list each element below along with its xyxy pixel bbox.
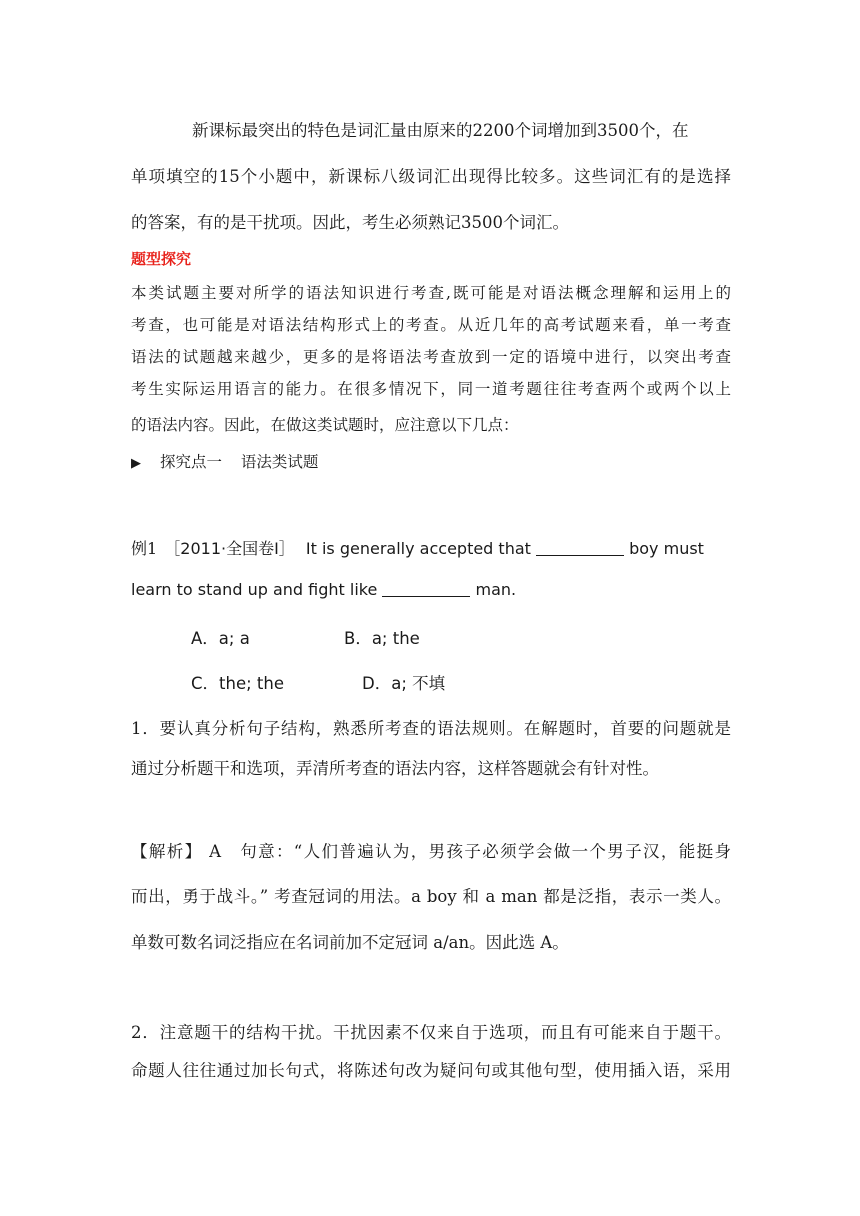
explanation-line-5: 的语法内容。因此，在做这类试题时，应注意以下几点： — [131, 416, 519, 434]
option-d: D．a; 不填 — [362, 674, 446, 693]
explanation-line-3: 语法的试题越来越少，更多的是将语法考查放到一定的语境中进行，以突出考查 — [131, 348, 731, 366]
option-a: A．a; a — [191, 629, 250, 648]
explanation-line-2: 考查，也可能是对语法结构形式上的考查。从近几年的高考试题来看，单一考查 — [131, 316, 731, 334]
point1-line-1: 1．要认真分析句子结构，熟悉所考查的语法规则。在解题时，首要的问题就是 — [131, 719, 731, 738]
explanation-line-1: 本类试题主要对所学的语法知识进行考查,既可能是对语法概念理解和运用上的 — [131, 284, 731, 302]
intro-line-1: 新课标最突出的特色是词汇量由原来的2200个词增加到3500个，在 — [192, 121, 689, 140]
intro-line-3: 的答案，有的是干扰项。因此，考生必须熟记3500个词汇。 — [131, 213, 569, 232]
example-question-text-4: man. — [475, 580, 517, 599]
analysis-line-3: 单数可数名词泛指应在名词前加不定冠词 a/an。因此选 A。 — [131, 933, 569, 952]
analysis-line-1: 【解析】 A 句意：“人们普遍认为，男孩子必须学会做一个男子汉，能挺身 — [131, 842, 731, 861]
example-source: ［2011·全国卷Ⅰ］ — [164, 539, 295, 558]
point2-line-2: 命题人往往通过加长句式，将陈述句改为疑问句或其他句型，使用插入语，采用 — [131, 1061, 731, 1080]
point2-line-1: 2．注意题干的结构干扰。干扰因素不仅来自于选项，而且有可能来自于题干。 — [131, 1023, 731, 1042]
example-question-text-1: It is generally accepted that — [305, 539, 531, 558]
example-number: 例1 — [131, 539, 158, 558]
example-question-line-1 — [131, 536, 704, 559]
exploration-point — [131, 450, 318, 472]
bullet-icon: ▶ — [131, 456, 141, 471]
point1-line-2: 通过分析题干和选项，弄清所考查的语法内容，这样答题就会有针对性。 — [131, 759, 659, 778]
section-heading: 题型探究 — [131, 250, 192, 268]
example-question-line-2 — [131, 580, 516, 599]
example-question-text-3: learn to stand up and fight like — [131, 580, 378, 599]
example-question-text-2: boy must — [629, 539, 704, 558]
answer-blank-1 — [536, 539, 624, 556]
analysis-line-2: 而出，勇于战斗。” 考查冠词的用法。a boy 和 a man 都是泛指，表示一类人。 — [131, 887, 731, 906]
option-c: C．the; the — [191, 674, 284, 693]
explanation-line-4: 考生实际运用语言的能力。在很多情况下，同一道考题往往考查两个或两个以上 — [131, 380, 731, 398]
intro-line-2: 单项填空的15个小题中，新课标八级词汇出现得比较多。这些词汇有的是选择 — [131, 167, 731, 186]
exploration-point-title: 语法类试题 — [240, 453, 319, 471]
option-b: B．a; the — [344, 629, 420, 648]
exploration-point-label: 探究点一 — [159, 453, 222, 471]
answer-blank-2 — [382, 580, 470, 597]
